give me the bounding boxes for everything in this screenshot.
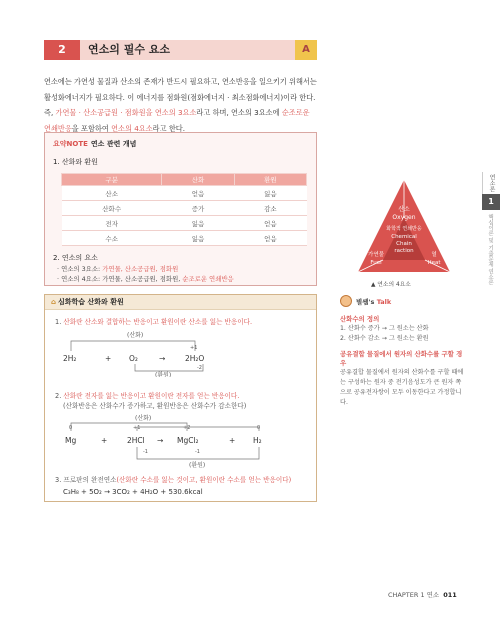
deep-item-3 <box>55 475 291 485</box>
tip-line: 2. 산화수 감소 → 그 원소는 환원 <box>340 335 429 342</box>
table-cell: 잃음 <box>234 186 306 201</box>
diagram-caption: ▲ 연소의 4요소 <box>371 282 411 288</box>
avatar <box>340 295 352 307</box>
deep-header <box>45 295 316 310</box>
chapter-side-tab <box>482 172 500 290</box>
tab-chapter-label: 연소론 <box>482 172 500 194</box>
table-header-row <box>62 174 307 186</box>
propane-equation: C₃H₈ + 5O₂ → 3CO₂ + 4H₂O + 530.6kcal <box>63 488 203 496</box>
elements-4-label: · 연소의 4요소: 가연물, 산소공급원, 점화원, <box>57 275 183 283</box>
oxidation-bracket <box>71 341 198 351</box>
deep-item-1 <box>55 317 252 327</box>
fuel-label-en: Fuel <box>370 260 382 266</box>
deep-item-2-sub: (산화반응은 산화수가 증가하고, 환원반응은 산화수가 감소한다) <box>63 402 247 410</box>
home-icon: ⌂ <box>51 298 57 306</box>
intro-paragraph <box>44 74 317 136</box>
oxidation-label: (산화) <box>127 332 144 339</box>
table-header: 산화 <box>162 174 234 186</box>
intro-text: 을 포함하여 <box>71 123 112 133</box>
reduction-bracket <box>137 427 259 431</box>
tip-header <box>340 295 465 309</box>
chain-label-ko: 화학적 연쇄반응 <box>386 226 422 232</box>
table-cell: 얻음 <box>162 186 234 201</box>
ox-number: -1 <box>143 449 148 455</box>
intro-highlight: 연소의 4요소 <box>111 123 153 133</box>
ox-number-bottom: -2 <box>197 365 202 371</box>
table-cell: 잃음 <box>162 216 234 231</box>
note-title: 연소 관련 개념 <box>90 140 137 148</box>
item-number: 1. <box>55 318 64 326</box>
tip-title: 공유결합 물질에서 원자의 산화수를 구할 경우 <box>340 350 463 367</box>
intro-text: 라고 한다. <box>152 123 185 133</box>
section-title: 연소의 필수 요소 <box>88 43 171 56</box>
heat-label-ko: 열 <box>431 252 437 258</box>
eq-term: O₂ <box>129 354 138 363</box>
oxygen-label-ko: 산소 <box>398 206 410 213</box>
eq-term: + <box>229 436 236 445</box>
eq-term: 2H₂ <box>63 354 77 363</box>
reduction-label: (환원) <box>189 462 206 469</box>
intro-highlight: 순조로운 연쇄반응 <box>44 108 310 133</box>
elements-4 <box>57 274 234 283</box>
table-header: 환원 <box>234 174 306 186</box>
eq-term: + <box>105 354 112 363</box>
deep-item-2 <box>55 391 239 401</box>
heat-label-en: Heat <box>427 260 441 266</box>
table-cell: 감소 <box>234 201 306 216</box>
ox-number: -1 <box>195 449 200 455</box>
note-tag: 요약NOTE <box>53 140 88 148</box>
summary-note-box <box>44 132 317 286</box>
grade-badge: A <box>295 40 317 60</box>
eq-term: H₂ <box>253 436 262 445</box>
item-number: 2. <box>55 392 64 400</box>
tip-label-text: 별쌤's <box>356 298 377 306</box>
tip-title: 산화수의 정의 <box>340 315 380 323</box>
intro-text: 연소에는 가연성 물질과 산소의 존재가 반드시 필요하고, 연소반응을 일으키기 위해서는 활성화에너지가 필요하다. 이 에너지를 점화원(점화에너지 · 최소점화에너지)이라 한다. 즉, <box>44 77 317 117</box>
item-text: 산화란 산소와 결합하는 반응이고 환원이란 산소를 잃는 반응이다. <box>63 318 253 326</box>
reduction-bracket <box>135 364 203 371</box>
ox-number-top: +1 <box>190 345 198 351</box>
eq-term: 2HCl <box>127 436 145 445</box>
eq-term: MgCl₂ <box>177 436 199 445</box>
table-cell: 얻음 <box>234 231 306 246</box>
table-row <box>62 201 307 216</box>
table-cell: 산화수 <box>62 201 162 216</box>
footer-chapter: CHAPTER 1 연소 <box>388 591 440 599</box>
section-number: 2 <box>44 40 80 60</box>
section-header <box>44 40 317 60</box>
eq-term: → <box>159 354 166 363</box>
tab-description: 핵심이론 및 기출문제 연소론 <box>487 214 493 286</box>
table-cell: 수소 <box>62 231 162 246</box>
tip-talk-box <box>340 295 465 408</box>
eq-term: 2H₂O <box>185 354 205 363</box>
deep-learning-box <box>44 294 317 502</box>
table-cell: 증가 <box>162 201 234 216</box>
eq-term: + <box>101 436 108 445</box>
chain-label-en: Chain <box>396 241 412 247</box>
elements-3-value: 가연물, 산소공급원, 점화원 <box>102 265 179 273</box>
eq-term: → <box>157 436 164 445</box>
item-text: 3. 프로판의 완전연소 <box>55 476 117 484</box>
fire-tetrahedron-diagram <box>356 178 452 276</box>
table-cell: 잃음 <box>162 231 234 246</box>
equation-2 <box>45 413 318 471</box>
note-subtitle-redox: 1. 산화와 환원 <box>53 158 98 166</box>
tip-label <box>356 297 391 306</box>
tip-paragraph: 공유결합 물질에서 원자의 산화수를 구할 때에는 구성하는 원자 중 전기음성도가 큰 원자 쪽으로 공유전자쌍이 모두 이동한다고 가정합니다. <box>340 369 464 406</box>
ox-number: 0 <box>257 425 261 431</box>
note-subtitle-elements: 2. 연소의 요소 <box>53 254 98 262</box>
intro-text: 라고 하며, 연소의 3요소에 <box>196 108 282 117</box>
item-text: 산화란 전자를 잃는 반응이고 환원이란 전자를 얻는 반응이다. <box>63 392 240 400</box>
table-row <box>62 231 307 246</box>
ox-number: +1 <box>133 425 141 431</box>
elements-3 <box>57 264 178 273</box>
tip-label-talk: Talk <box>376 298 392 306</box>
note-header <box>53 139 136 149</box>
table-row <box>62 216 307 231</box>
redox-table <box>61 173 307 246</box>
ox-number: 0 <box>69 425 73 431</box>
page-number: 011 <box>443 591 457 599</box>
chain-label-en: Chemical <box>391 234 417 240</box>
elements-3-label: · 연소의 3요소: <box>57 265 103 273</box>
eq-term: Mg <box>65 436 77 445</box>
tab-chapter-number: 1 <box>482 194 500 210</box>
deep-title: 심화학습 산화와 환원 <box>58 298 124 306</box>
table-row <box>62 186 307 201</box>
table-cell: 얻음 <box>234 216 306 231</box>
table-header: 구분 <box>62 174 162 186</box>
page-footer <box>388 590 457 599</box>
ox-number: +2 <box>183 425 191 431</box>
fuel-label-ko: 가연물 <box>368 252 384 258</box>
reduction-label: (환원) <box>155 372 172 377</box>
table-cell: 전자 <box>62 216 162 231</box>
tip-line: 1. 산화수 증가 → 그 원소는 산화 <box>340 325 429 332</box>
chain-label-en: raction <box>394 248 414 254</box>
table-cell: 산소 <box>62 186 162 201</box>
oxidation-label: (산화) <box>135 415 152 422</box>
item-highlight: (산화란 수소를 잃는 것이고, 환원이란 수소를 얻는 반응이다) <box>116 476 292 484</box>
equation-1 <box>45 331 318 377</box>
elements-4-value: 순조로운 연쇄반응 <box>182 275 234 283</box>
oxygen-label-en: Oxygen <box>392 214 416 221</box>
intro-highlight: 가연물 · 산소공급원 · 점화원을 연소의 3요소 <box>55 108 197 117</box>
